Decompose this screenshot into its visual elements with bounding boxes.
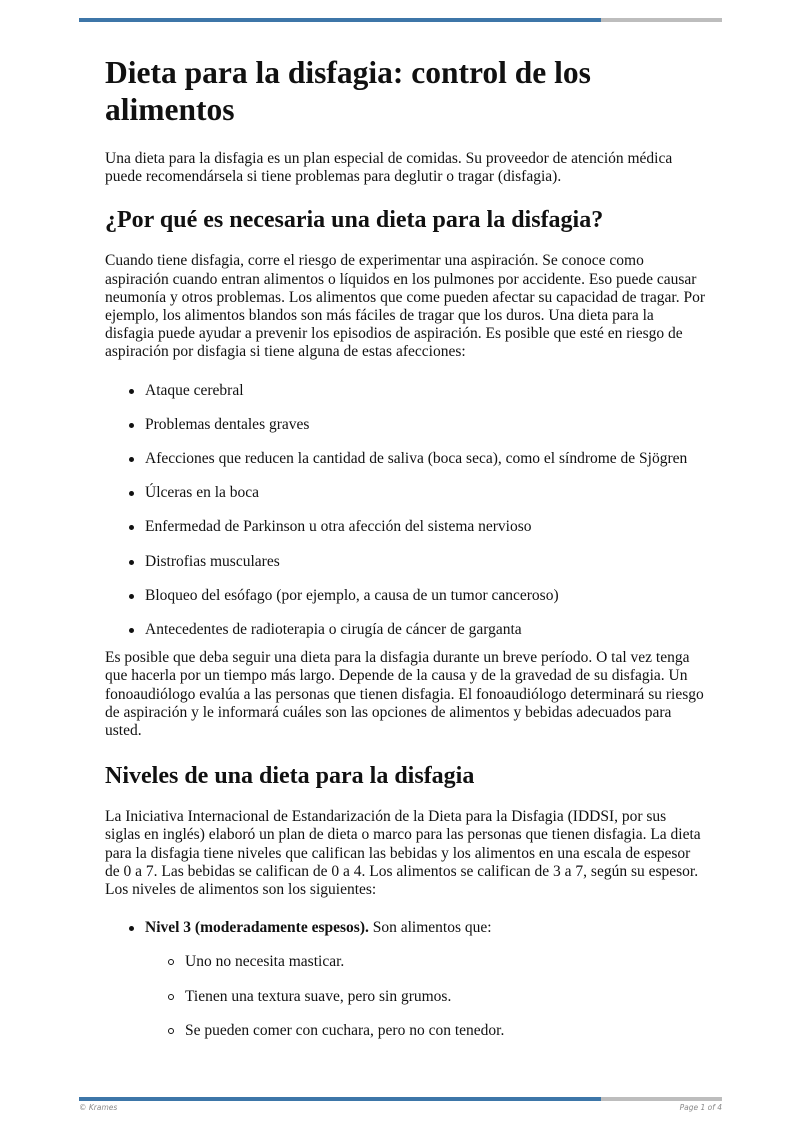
- copyright-text: © Krames: [79, 1103, 118, 1112]
- level-label: Nivel 3 (moderadamente espesos).: [145, 919, 369, 937]
- closing-paragraph: Es posible que deba seguir una dieta para la disfagia durante un breve período. O tal vez tenga que hacerla por un tiempo más largo. Depende de la causa y de la gravedad de su disfagia. Un fonoaudiólogo evalúa a las personas que tienen disfagia. El fonoaudiólogo determinará su riesgo de aspiración y le informará cuáles son las opciones de alimentos y bebidas adecuados para usted.: [105, 649, 704, 740]
- section-heading-why: ¿Por qué es necesaria una dieta para la disfagia?: [105, 207, 604, 234]
- why-paragraph: Cuando tiene disfagia, corre el riesgo de experimentar una aspiración. Se conoce como aspiración cuando entran alimentos o líquidos en los pulmones por accidente. Eso puede causar neumonía y otros problemas. Los alimentos que come pueden afectar su capacidad de tragar. Por ejemplo, los alimentos blandos son más fáciles de tragar que los duros. Una dieta para la disfagia puede ayudar a prevenir los episodios de aspiración. Es posible que esté en riesgo de aspiración por disfagia si tiene alguna de estas afecciones:: [105, 252, 705, 361]
- level-sublist: [145, 953, 705, 1040]
- document-body: [105, 54, 705, 1056]
- levels-paragraph: La Iniciativa Internacional de Estandarización de la Dieta para la Disfagia (IDDSI, por sus siglas en inglés) elaboró un plan de dieta o marco para las personas que tienen disfagia. La dieta para la disfagia tiene niveles que califican las bebidas y los alimentos en una escala de espesor de 0 a 7. Las bebidas se califican de 0 a 4. Los alimentos se califican de 3 a 7, según su espesor. Los niveles de alimentos son los siguientes:: [105, 808, 701, 899]
- list-item: Úlceras en la boca: [105, 484, 705, 502]
- level-item: [105, 919, 705, 1040]
- footer-bar-secondary: [601, 1097, 722, 1101]
- list-item: Ataque cerebral: [105, 382, 705, 400]
- header-progress-bar: [79, 18, 722, 22]
- level-description: Son alimentos que:: [368, 919, 492, 937]
- list-item: Afecciones que reducen la cantidad de saliva (boca seca), como el síndrome de Sjögren: [105, 450, 705, 468]
- header-bar-secondary: [601, 18, 722, 22]
- header-bar-primary: [79, 18, 601, 22]
- sublist-item: Uno no necesita masticar.: [145, 953, 705, 971]
- footer-bar-primary: [79, 1097, 601, 1101]
- list-item: Bloqueo del esófago (por ejemplo, a causa de un tumor canceroso): [105, 587, 705, 605]
- sublist-item: Se pueden comer con cuchara, pero no con tenedor.: [145, 1022, 705, 1040]
- section-heading-levels: Niveles de una dieta para la disfagia: [105, 763, 475, 790]
- sublist-item: Tienen una textura suave, pero sin grumos.: [145, 988, 705, 1006]
- levels-list: [105, 919, 705, 1040]
- list-item: Enfermedad de Parkinson u otra afección del sistema nervioso: [105, 518, 705, 536]
- page-number: Page 1 of 4: [679, 1103, 722, 1112]
- list-item: Problemas dentales graves: [105, 416, 705, 434]
- intro-paragraph: Una dieta para la disfagia es un plan especial de comidas. Su proveedor de atención médica puede recomendársela si tiene problemas para deglutir o tragar (disfagia).: [105, 150, 673, 186]
- list-item: Antecedentes de radioterapia o cirugía de cáncer de garganta: [105, 621, 705, 639]
- page-title: Dieta para la disfagia: control de los alimentos: [105, 55, 591, 127]
- conditions-list: [105, 382, 705, 640]
- page-footer: [79, 1103, 722, 1112]
- footer-progress-bar: [79, 1097, 722, 1101]
- list-item: Distrofias musculares: [105, 553, 705, 571]
